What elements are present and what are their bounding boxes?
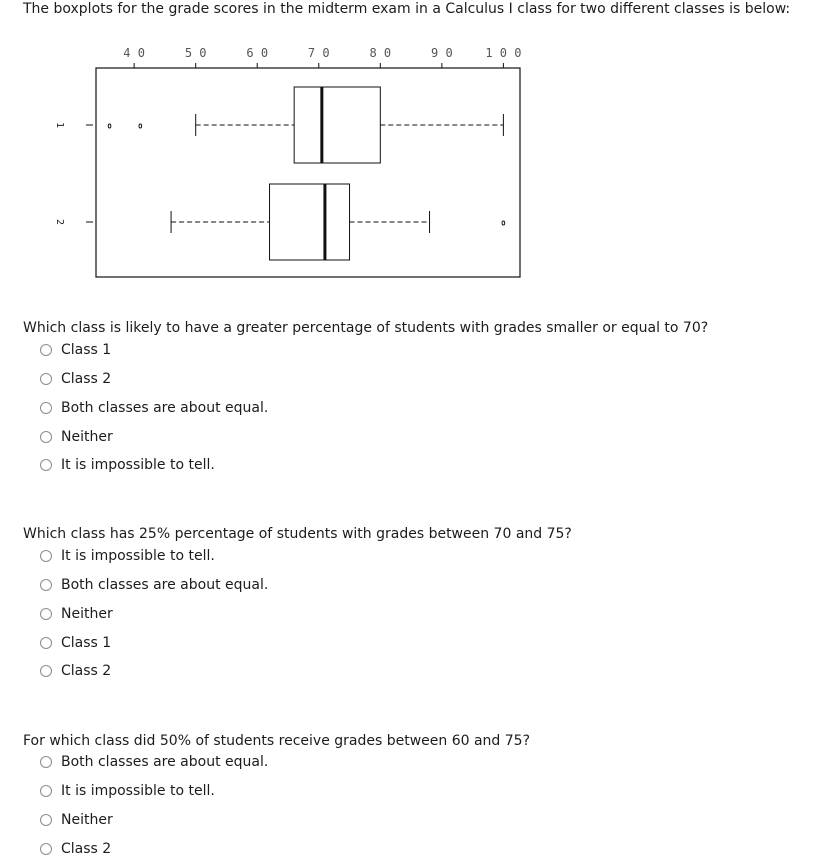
- radio-button[interactable]: [40, 665, 52, 677]
- option-label: Both classes are about equal.: [61, 400, 269, 416]
- option-label: It is impossible to tell.: [61, 783, 215, 799]
- radio-button[interactable]: [40, 373, 52, 385]
- option-label: Both classes are about equal.: [61, 577, 269, 593]
- class-1-outlier: [108, 124, 111, 128]
- radio-button[interactable]: [40, 637, 52, 649]
- q2-option-impossible[interactable]: [40, 544, 215, 568]
- q1-option-neither[interactable]: [40, 425, 113, 449]
- x-tick-label: 6 0: [246, 46, 269, 60]
- radio-button[interactable]: [40, 843, 52, 855]
- x-tick-label: 7 0: [307, 46, 330, 60]
- class-2-label: 2: [54, 218, 65, 226]
- radio-button[interactable]: [40, 814, 52, 826]
- question-3-text: For which class did 50% of students receive grades between 60 and 75?: [23, 733, 531, 749]
- q3-option-both-equal[interactable]: [40, 750, 268, 774]
- class-2-box: [270, 184, 350, 260]
- option-label: It is impossible to tell.: [61, 457, 215, 473]
- option-label: Neither: [61, 429, 113, 445]
- q2-option-class-2[interactable]: [40, 659, 111, 683]
- q3-option-impossible[interactable]: [40, 779, 215, 803]
- q2-option-neither[interactable]: [40, 602, 113, 626]
- q1-option-both-equal[interactable]: [40, 396, 268, 420]
- radio-button[interactable]: [40, 579, 52, 591]
- x-tick-label: 8 0: [369, 46, 392, 60]
- radio-button[interactable]: [40, 344, 52, 356]
- option-label: Both classes are about equal.: [61, 754, 269, 770]
- q1-option-class-1[interactable]: [40, 338, 111, 362]
- q1-option-impossible[interactable]: [40, 453, 215, 477]
- class-1-label: 1: [54, 121, 65, 129]
- option-label: Neither: [61, 606, 113, 622]
- option-label: Class 2: [61, 371, 112, 387]
- q2-option-both-equal[interactable]: [40, 573, 268, 597]
- class-1-box: [294, 87, 380, 163]
- radio-button[interactable]: [40, 431, 52, 443]
- intro-text: The boxplots for the grade scores in the midterm exam in a Calculus I class for two different classes is below:: [23, 1, 791, 17]
- q3-option-neither[interactable]: [40, 808, 113, 832]
- option-label: Class 1: [61, 342, 112, 358]
- class-2-outlier: [502, 221, 505, 225]
- x-tick-label: 1 0 0: [485, 46, 522, 60]
- radio-button[interactable]: [40, 608, 52, 620]
- radio-button[interactable]: [40, 785, 52, 797]
- radio-button[interactable]: [40, 402, 52, 414]
- option-label: Neither: [61, 812, 113, 828]
- option-label: Class 1: [61, 635, 112, 651]
- radio-button[interactable]: [40, 459, 52, 471]
- option-label: Class 2: [61, 663, 112, 679]
- option-label: It is impossible to tell.: [61, 548, 215, 564]
- question-2-text: Which class has 25% percentage of students with grades between 70 and 75?: [23, 526, 572, 542]
- radio-button[interactable]: [40, 756, 52, 768]
- x-tick-label: 4 0: [123, 46, 145, 60]
- class-1-outlier: [139, 124, 142, 128]
- x-tick-label: 9 0: [431, 46, 453, 60]
- q1-option-class-2[interactable]: [40, 367, 111, 391]
- radio-button[interactable]: [40, 550, 52, 562]
- x-tick-label: 5 0: [184, 46, 207, 60]
- q2-option-class-1[interactable]: [40, 631, 111, 655]
- q3-option-class-2[interactable]: [40, 837, 111, 861]
- option-label: Class 2: [61, 841, 112, 857]
- boxplot-chart: [0, 0, 815, 300]
- question-1-text: Which class is likely to have a greater percentage of students with grades smaller or equal to 70?: [23, 320, 709, 336]
